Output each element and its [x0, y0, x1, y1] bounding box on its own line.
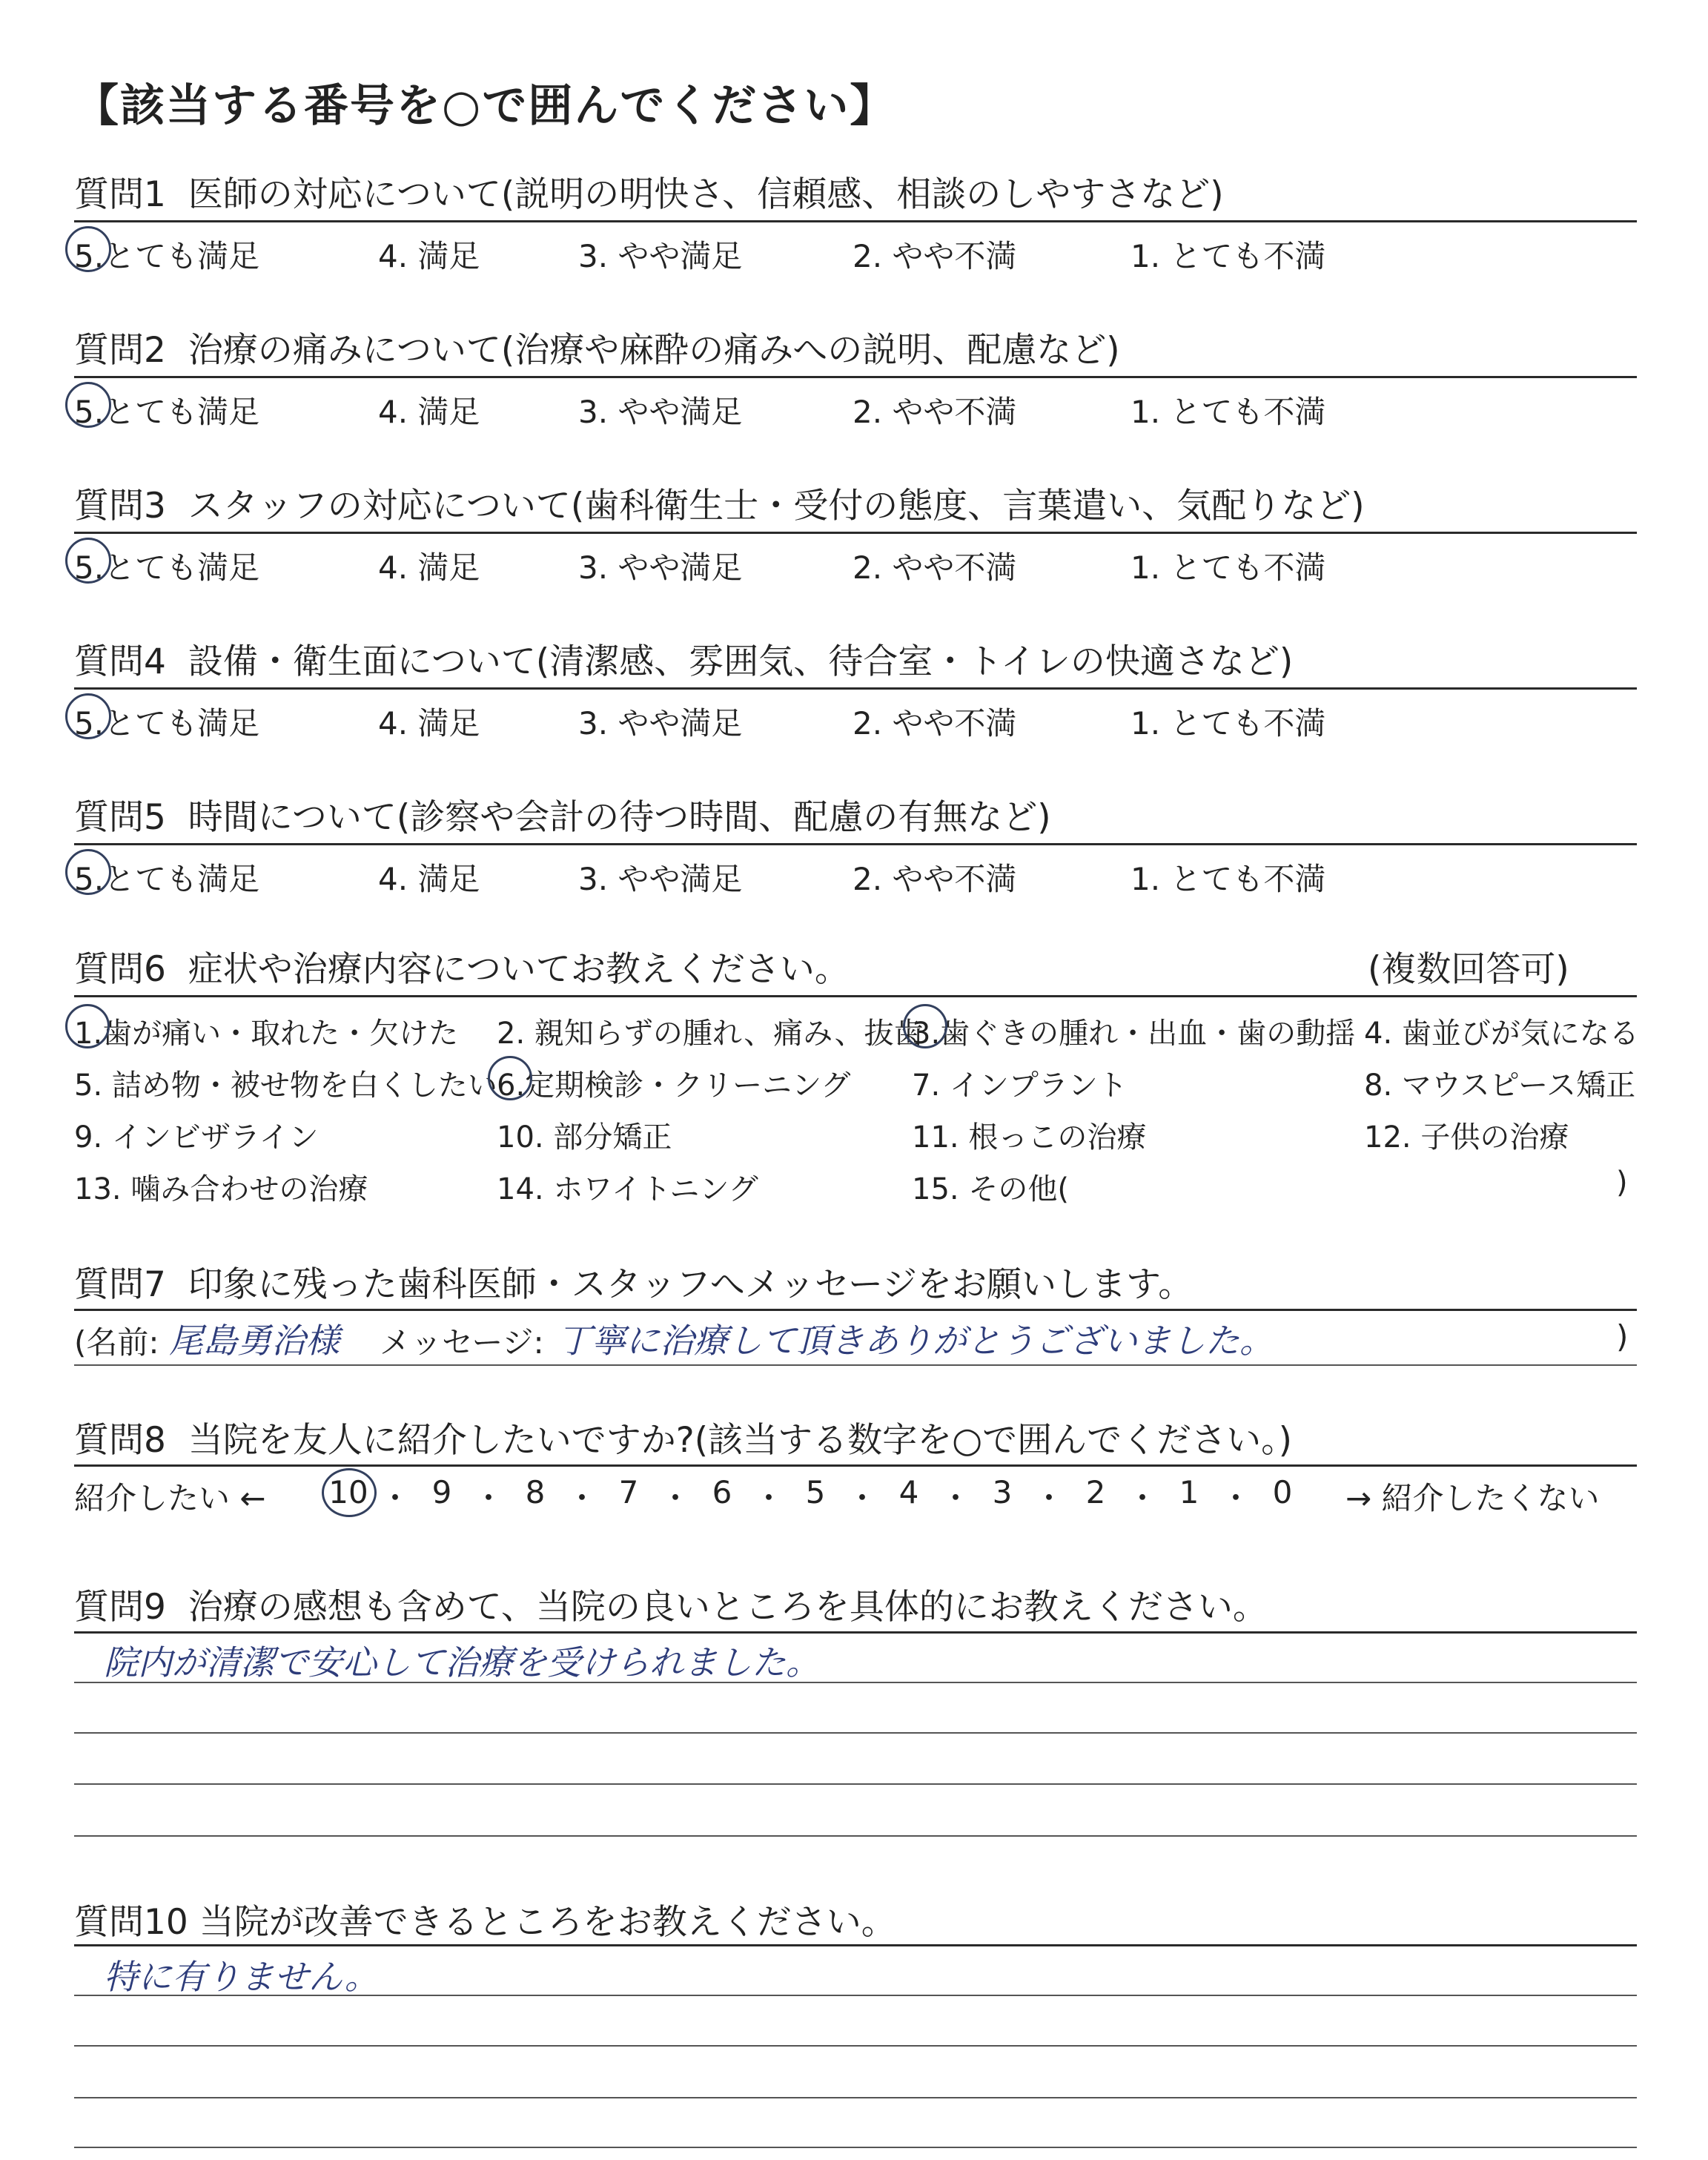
question-2-label: 質問2 — [74, 330, 166, 371]
question-3-rule — [74, 532, 1637, 534]
rating-option[interactable]: 1. とても不満 — [1131, 549, 1326, 586]
rating-option[interactable]: 3. やや満足 — [578, 549, 743, 586]
rating-option[interactable]: 5.とても満足 — [74, 238, 260, 274]
scale-separator: ・ — [939, 1480, 971, 1516]
question-8-heading — [74, 1413, 1292, 1462]
scale-separator: ・ — [752, 1480, 784, 1516]
question-9-text: 治療の感想も含めて、当院の良いところを具体的にお教えください。 — [188, 1587, 1268, 1628]
question-9-rule — [74, 1631, 1637, 1634]
question-1-heading — [74, 167, 1224, 217]
question-3-label: 質問3 — [74, 486, 166, 526]
answer-line — [74, 2045, 1637, 2047]
message-close-paren: ) — [1616, 1318, 1629, 1355]
scale-separator: ・ — [1219, 1480, 1251, 1516]
rating-option[interactable]: 3. やや満足 — [578, 238, 743, 274]
recommend-score[interactable]: 8 — [525, 1474, 546, 1510]
symptom-option[interactable]: 9. インビザライン — [74, 1120, 319, 1155]
question-6-text: 症状や治療内容についてお教えください。 — [188, 949, 850, 990]
question-7-label: 質問7 — [74, 1264, 166, 1305]
question-1-label: 質問1 — [74, 174, 166, 215]
scale-separator: ・ — [566, 1480, 598, 1516]
recommend-score[interactable]: 0 — [1272, 1474, 1293, 1510]
scale-separator: ・ — [659, 1480, 691, 1516]
question-8-text: 当院を友人に紹介したいですか?(該当する数字を○で囲んでください。) — [188, 1420, 1292, 1461]
rating-option[interactable]: 4. 満足 — [378, 705, 480, 742]
rating-option[interactable]: 5.とても満足 — [74, 705, 260, 742]
question-4-heading — [74, 634, 1293, 684]
other-close-paren: ) — [1616, 1166, 1628, 1200]
answer-line — [74, 1682, 1637, 1683]
recommend-score[interactable]: 6 — [712, 1474, 732, 1510]
scale-separator: ・ — [846, 1480, 878, 1516]
question-6-label: 質問6 — [74, 949, 166, 990]
question-8-label: 質問8 — [74, 1420, 166, 1461]
recommend-score[interactable]: 2 — [1085, 1474, 1106, 1510]
question-9-heading — [74, 1579, 1268, 1629]
symptom-option[interactable]: 10. 部分矯正 — [497, 1120, 672, 1155]
answer-line — [74, 1995, 1637, 1996]
rating-option[interactable]: 4. 満足 — [378, 861, 480, 897]
recommend-left-label: 紹介したい ← — [74, 1480, 266, 1516]
scale-separator: ・ — [1126, 1480, 1158, 1516]
question-10-heading — [74, 1895, 896, 1944]
question-2-heading — [74, 323, 1120, 372]
rating-option[interactable]: 2. やや不満 — [853, 238, 1017, 274]
symptom-option[interactable]: 2. 親知らずの腫れ、痛み、抜歯 — [497, 1017, 924, 1051]
message-value: 丁寧に治療して頂きありがとうございました。 — [557, 1321, 1274, 1361]
scale-separator: ・ — [472, 1480, 504, 1516]
question-1-rule — [74, 220, 1637, 222]
question-5-label: 質問5 — [74, 797, 166, 838]
recommend-score[interactable]: 3 — [992, 1474, 1013, 1510]
question-5-heading — [74, 790, 1051, 839]
symptom-option[interactable]: 3.歯ぐきの腫れ・出血・歯の動揺 — [912, 1017, 1356, 1051]
rating-option[interactable]: 4. 満足 — [378, 549, 480, 586]
rating-option[interactable]: 2. やや不満 — [853, 861, 1017, 897]
question-2-text: 治療の痛みについて(治療や麻酔の痛みへの説明、配慮など) — [188, 330, 1120, 371]
rating-option[interactable]: 3. やや満足 — [578, 705, 743, 742]
question-3-text: スタッフの対応について(歯科衛生士・受付の態度、言葉遣い、気配りなど) — [188, 486, 1365, 526]
answer-line — [74, 1732, 1637, 1734]
rating-option[interactable]: 2. やや不満 — [853, 705, 1017, 742]
rating-option[interactable]: 5.とても満足 — [74, 549, 260, 586]
question-9-label: 質問9 — [74, 1587, 166, 1628]
rating-option[interactable]: 5.とても満足 — [74, 394, 260, 430]
symptom-option[interactable]: 6.定期検診・クリーニング — [497, 1069, 851, 1103]
question-2-rule — [74, 376, 1637, 378]
recommend-right-label: → 紹介したくない — [1345, 1480, 1600, 1516]
rating-option[interactable]: 1. とても不満 — [1131, 394, 1326, 430]
question-10-answer: 特に有りません。 — [104, 1957, 379, 1997]
recommend-score[interactable]: 10 — [328, 1474, 368, 1510]
question-7-heading — [74, 1257, 1193, 1307]
answer-line — [74, 1835, 1637, 1837]
rating-option[interactable]: 5.とても満足 — [74, 861, 260, 897]
symptom-option[interactable]: 1.歯が痛い・取れた・欠けた — [74, 1017, 459, 1051]
question-10-label: 質問10 — [74, 1902, 188, 1943]
scale-separator: ・ — [379, 1480, 411, 1516]
name-label: (名前: — [74, 1324, 159, 1361]
symptom-option[interactable]: 5. 詰め物・被せ物を白くしたい — [74, 1069, 497, 1103]
recommend-score[interactable]: 4 — [898, 1474, 919, 1510]
question-4-text: 設備・衛生面について(清潔感、雰囲気、待合室・トイレの快適さなど) — [188, 641, 1294, 682]
question-10-text: 当院が改善できるところをお教えください。 — [199, 1902, 896, 1943]
recommend-score[interactable]: 5 — [805, 1474, 826, 1510]
answer-line — [74, 1783, 1637, 1785]
question-5-rule — [74, 843, 1637, 845]
symptom-option[interactable]: 7. インプラント — [912, 1069, 1128, 1103]
question-7-rule — [74, 1309, 1637, 1311]
scale-separator: ・ — [1033, 1480, 1065, 1516]
answer-line — [74, 2097, 1637, 2098]
symptom-option[interactable]: 12. 子供の治療 — [1364, 1120, 1569, 1155]
rating-option[interactable]: 4. 満足 — [378, 238, 480, 274]
rating-option[interactable]: 2. やや不満 — [853, 394, 1017, 430]
message-label: メッセージ: — [380, 1324, 544, 1361]
question-7-text: 印象に残った歯科医師・スタッフへメッセージをお願いします。 — [188, 1264, 1194, 1305]
question-4-label: 質問4 — [74, 641, 166, 682]
answer-line — [74, 2147, 1637, 2148]
rating-option[interactable]: 3. やや満足 — [578, 394, 743, 430]
question-7-answer-line — [74, 1364, 1637, 1366]
symptom-option[interactable]: 15. その他( — [912, 1172, 1069, 1206]
question-5-text: 時間について(診察や会計の待つ時間、配慮の有無など) — [188, 797, 1051, 838]
rating-option[interactable]: 1. とても不満 — [1131, 861, 1326, 897]
rating-option[interactable]: 1. とても不満 — [1131, 705, 1326, 742]
recommend-score[interactable]: 7 — [618, 1474, 639, 1510]
symptom-option[interactable]: 11. 根っこの治療 — [912, 1120, 1147, 1155]
recommend-score[interactable]: 9 — [431, 1474, 452, 1510]
question-8-rule — [74, 1464, 1637, 1467]
question-6-rule — [74, 995, 1637, 997]
symptom-option[interactable]: 8. マウスピース矯正 — [1364, 1069, 1636, 1103]
name-value: 尾島勇治様 — [169, 1321, 340, 1361]
question-4-rule — [74, 687, 1637, 690]
question-3-heading — [74, 478, 1365, 528]
recommend-score[interactable]: 1 — [1179, 1474, 1199, 1510]
symptom-option[interactable]: 4. 歯並びが気になる — [1364, 1017, 1639, 1051]
rating-option[interactable]: 2. やや不満 — [853, 549, 1017, 586]
rating-option[interactable]: 4. 満足 — [378, 394, 480, 430]
rating-option[interactable]: 3. やや満足 — [578, 861, 743, 897]
question-1-text: 医師の対応について(説明の明快さ、信頼感、相談のしやすさなど) — [188, 174, 1224, 215]
question-6-heading — [74, 942, 850, 991]
page-title: 【該当する番号を○で囲んでください】 — [74, 80, 896, 132]
question-9-answer: 院内が清潔で安心して治療を受けられました。 — [104, 1642, 820, 1682]
rating-option[interactable]: 1. とても不満 — [1131, 238, 1326, 274]
question-10-rule — [74, 1944, 1637, 1946]
symptom-option[interactable]: 13. 噛み合わせの治療 — [74, 1172, 368, 1206]
question-6-note: (複数回答可) — [1368, 949, 1569, 990]
symptom-option[interactable]: 14. ホワイトニング — [497, 1172, 758, 1206]
